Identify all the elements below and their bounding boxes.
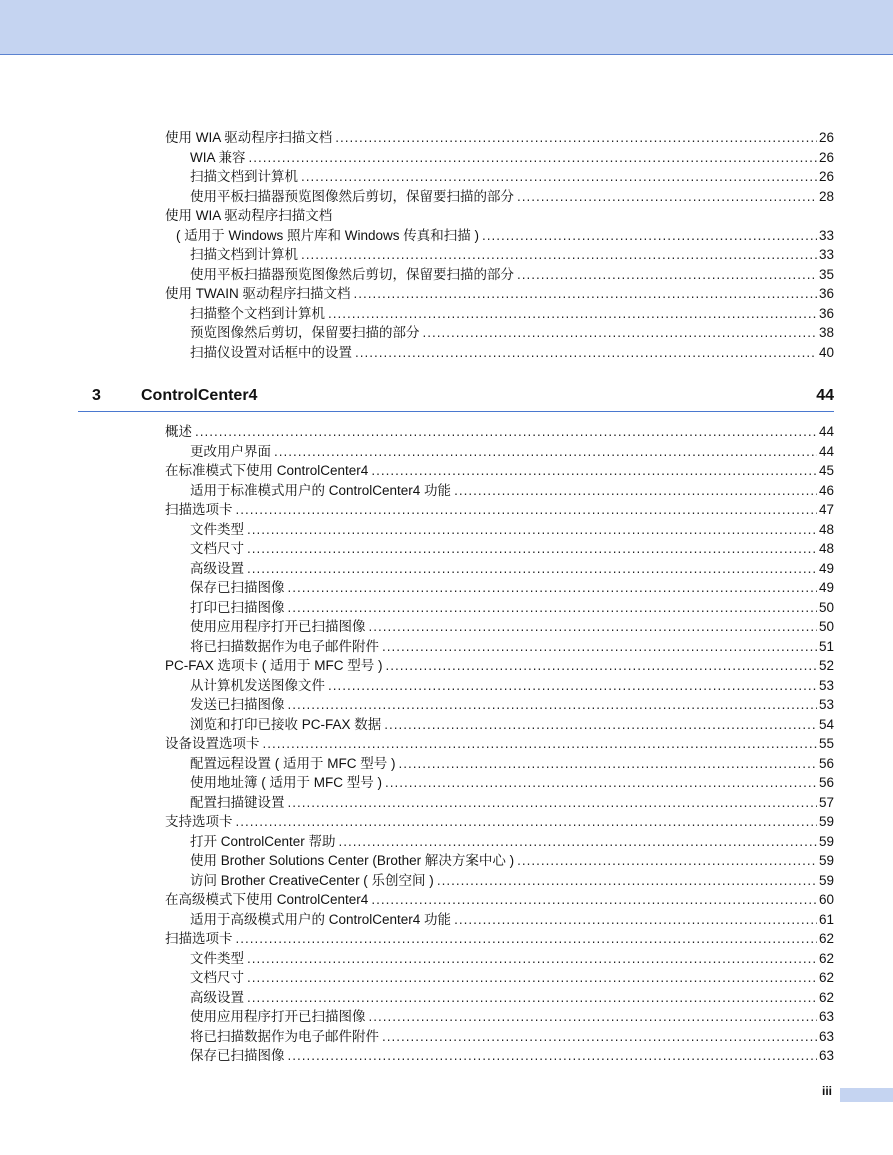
toc-entry-title: 扫描文档到计算机 [190, 169, 298, 184]
toc-entry[interactable] [190, 617, 834, 637]
toc-entry-title: 配置扫描键设置 [190, 794, 285, 810]
toc-entry-page: 51 [818, 638, 834, 654]
footer-tab [840, 1088, 893, 1102]
toc-entry[interactable] [190, 695, 834, 715]
toc-entry[interactable] [165, 206, 834, 226]
toc-entry-page: 40 [818, 344, 834, 360]
toc-entry-title: 扫描仪设置对话框中的设置 [190, 344, 352, 360]
toc-entry[interactable] [190, 578, 834, 598]
toc-entry-page: 62 [818, 931, 834, 946]
toc-leader-dots [382, 1027, 817, 1047]
toc-entry-title: 高级设置 [190, 560, 244, 576]
toc-entry-title: 使用 TWAIN 驱动程序扫描文档 [165, 286, 351, 301]
toc-leader-dots [301, 167, 817, 187]
toc-leader-dots [339, 832, 817, 852]
footer-page-number: iii [822, 1084, 833, 1098]
toc-entry[interactable] [165, 128, 834, 148]
toc-entry-title: 适用于标准模式用户的 ControlCenter4 功能 [190, 482, 452, 498]
toc-leader-dots [328, 676, 817, 696]
toc-leader-dots [371, 890, 817, 910]
toc-entry-title: 文件类型 [190, 521, 244, 537]
toc-entry-title: 将已扫描数据作为电子邮件附件 [190, 638, 379, 654]
toc-entry[interactable] [190, 559, 834, 579]
toc-leader-dots [288, 793, 817, 813]
toc-entry-title: 使用 Brother Solutions Center (Brother 解决方案中心 ) [190, 853, 515, 868]
toc-entry-title: 使用应用程序打开已扫描图像 [190, 619, 366, 634]
toc-leader-dots [288, 598, 817, 618]
toc-entry[interactable] [190, 187, 834, 207]
toc-entry[interactable] [190, 851, 834, 871]
toc-entry-page: 62 [818, 989, 834, 1005]
toc-entry-title: 使用 WIA 驱动程序扫描文档 [165, 130, 333, 145]
toc-entry-page: 33 [818, 247, 834, 262]
toc-entry-title: 配置远程设置 ( 适用于 MFC 型号 ) [190, 755, 396, 771]
toc-leader-dots [288, 695, 817, 715]
toc-entry-page: 53 [818, 677, 834, 693]
chapter-page: 44 [816, 387, 834, 404]
toc-entry[interactable] [190, 773, 834, 793]
toc-entry-page: 46 [818, 482, 834, 498]
toc-leader-dots [247, 988, 817, 1008]
toc-leader-dots [423, 323, 817, 343]
toc-entry-title: 文件类型 [190, 950, 244, 966]
toc-entry-page: 50 [818, 619, 834, 634]
toc-entry[interactable] [190, 148, 834, 168]
toc-leader-dots [354, 284, 817, 304]
toc-leader-dots [236, 812, 817, 832]
toc-leader-dots [247, 520, 817, 540]
toc-entry-page: 52 [818, 658, 834, 673]
toc-entry-title: 扫描整个文档到计算机 [190, 305, 325, 321]
toc-entry-page: 49 [818, 560, 834, 576]
toc-entry-page: 62 [818, 970, 834, 985]
toc-entry[interactable] [165, 422, 834, 442]
toc-entry[interactable] [190, 793, 834, 813]
toc-entry[interactable] [190, 265, 834, 285]
toc-entry-title: WIA 兼容 [190, 149, 246, 165]
chapter-number: 3 [92, 387, 101, 404]
toc-entry[interactable] [165, 734, 834, 754]
toc-entry[interactable] [165, 890, 834, 910]
toc-entry-page: 28 [818, 188, 834, 204]
toc-entry-title: 在高级模式下使用 ControlCenter4 [165, 892, 369, 907]
toc-leader-dots [301, 245, 817, 265]
toc-leader-dots [247, 539, 817, 559]
toc-entry-title: 文档尺寸 [190, 541, 244, 556]
toc-entry-page: 36 [818, 305, 834, 321]
toc-entry-title: 在标准模式下使用 ControlCenter4 [165, 463, 369, 478]
toc-entry[interactable] [165, 500, 834, 520]
toc-leader-dots [236, 929, 817, 949]
toc-entry-title: 更改用户界面 [190, 443, 271, 459]
toc-entry-page: 62 [818, 950, 834, 966]
toc-leader-dots [288, 1046, 817, 1066]
chapter-heading[interactable] [78, 383, 834, 412]
toc-entry[interactable] [190, 539, 834, 559]
toc-leader-dots [247, 949, 817, 969]
toc-entry-page: 48 [818, 521, 834, 537]
toc-leader-dots [249, 148, 817, 168]
toc-entry[interactable] [190, 598, 834, 618]
toc-entry[interactable] [190, 715, 834, 735]
toc-entry-page: 54 [818, 716, 834, 732]
toc-entry[interactable] [190, 520, 834, 540]
toc-entry-page: 59 [818, 833, 834, 849]
toc-entry[interactable] [165, 656, 834, 676]
toc-entry-page: 63 [818, 1048, 834, 1063]
toc-leader-dots [384, 715, 817, 735]
toc-entry[interactable] [190, 1007, 834, 1027]
toc-entry[interactable] [190, 988, 834, 1008]
toc-leader-dots [517, 187, 817, 207]
toc-entry-page: 57 [818, 794, 834, 810]
chapter-title: ControlCenter4 [141, 387, 258, 404]
toc-entry-page: 55 [818, 736, 834, 751]
toc-leader-dots [385, 773, 817, 793]
toc-leader-dots [369, 617, 817, 637]
toc-leader-dots [399, 754, 817, 774]
toc-entry-title: 使用平板扫描器预览图像然后剪切，保留要扫描的部分 [190, 188, 514, 204]
toc-entry[interactable] [190, 323, 834, 343]
toc-entry-title: 使用应用程序打开已扫描图像 [190, 1009, 366, 1024]
toc-entry-title: 访问 Brother CreativeCenter ( 乐创空间 ) [190, 872, 434, 888]
toc-entry-title: 保存已扫描图像 [190, 1048, 285, 1063]
toc-entry-page: 63 [818, 1009, 834, 1024]
toc-entry-page: 45 [818, 463, 834, 478]
toc-entry[interactable] [190, 167, 834, 187]
toc-entry-page: 36 [818, 286, 834, 301]
toc-entry-title: 设备设置选项卡 [165, 736, 260, 751]
toc-entry-page: 60 [818, 892, 834, 907]
toc-entry[interactable] [190, 832, 834, 852]
toc-leader-dots [517, 851, 817, 871]
toc-entry-title: 扫描选项卡 [165, 931, 233, 946]
toc-entry[interactable] [190, 481, 834, 501]
toc-entry[interactable] [165, 284, 834, 304]
toc-entry-page: 50 [818, 599, 834, 615]
toc-entry-title: 打开 ControlCenter 帮助 [190, 833, 336, 849]
toc-entry[interactable] [165, 929, 834, 949]
toc-entry-title: 将已扫描数据作为电子邮件附件 [190, 1028, 379, 1044]
toc-entry-title: 高级设置 [190, 989, 244, 1005]
toc-entry-title: 使用平板扫描器预览图像然后剪切，保留要扫描的部分 [190, 266, 514, 282]
toc-entry[interactable] [190, 1046, 834, 1066]
toc-entry-page: 63 [818, 1028, 834, 1044]
toc-entry[interactable] [190, 637, 834, 657]
toc-entry-page: 44 [818, 424, 834, 439]
toc-entry[interactable] [190, 968, 834, 988]
toc-entry-title: 使用地址簿 ( 适用于 MFC 型号 ) [190, 775, 382, 790]
toc-leader-dots [454, 481, 817, 501]
toc-entry-page: 47 [818, 502, 834, 517]
toc-entry[interactable] [165, 812, 834, 832]
toc-entry-page: 26 [818, 169, 834, 184]
toc-leader-dots [382, 637, 817, 657]
toc-entry-title: 扫描文档到计算机 [190, 247, 298, 262]
toc-leader-dots [263, 734, 817, 754]
toc-leader-dots [247, 968, 817, 988]
toc-leader-dots [371, 461, 817, 481]
toc-entry-title: 保存已扫描图像 [190, 580, 285, 595]
toc-entry-page: 26 [818, 149, 834, 165]
toc-entry[interactable] [190, 304, 834, 324]
toc-entry-page: 59 [818, 814, 834, 829]
toc-entry-page: 49 [818, 580, 834, 595]
header-band [0, 0, 893, 55]
toc-leader-dots [482, 226, 817, 246]
toc-entry-title: 文档尺寸 [190, 970, 244, 985]
toc-leader-dots [274, 442, 817, 462]
toc-leader-dots [386, 656, 817, 676]
toc-entry[interactable] [165, 461, 834, 481]
toc-entry-page: 44 [818, 443, 834, 459]
toc-entry-page: 38 [818, 325, 834, 340]
toc-leader-dots [517, 265, 817, 285]
toc-entry-page: 53 [818, 697, 834, 712]
toc-entry[interactable] [176, 226, 834, 246]
toc-leader-dots [288, 578, 817, 598]
toc-entry[interactable] [190, 871, 834, 891]
toc-entry[interactable] [190, 949, 834, 969]
toc-entry-page: 33 [818, 227, 834, 243]
toc-entry-title: 适用于高级模式用户的 ControlCenter4 功能 [190, 911, 452, 927]
toc-entry[interactable] [190, 1027, 834, 1047]
toc-leader-dots [355, 343, 817, 363]
toc-entry-page: 61 [818, 911, 834, 927]
toc-entry[interactable] [190, 754, 834, 774]
toc-entry-title: 预览图像然后剪切，保留要扫描的部分 [190, 325, 420, 340]
toc-entry-title: 浏览和打印已接收 PC-FAX 数据 [190, 716, 382, 732]
toc-entry-page: 59 [818, 872, 834, 888]
toc-entry-page: 56 [818, 755, 834, 771]
toc-leader-dots [247, 559, 817, 579]
toc-entry-page: 59 [818, 853, 834, 868]
toc-leader-dots [236, 500, 817, 520]
toc-leader-dots [437, 871, 817, 891]
toc-entry-title: 扫描选项卡 [165, 502, 233, 517]
toc-entry-title: 发送已扫描图像 [190, 697, 285, 712]
toc-entry-title: ( 适用于 Windows 照片库和 Windows 传真和扫描 ) [176, 227, 480, 243]
toc-leader-dots [454, 910, 817, 930]
toc-entry-title: 概述 [165, 424, 192, 439]
toc-entry-title: 从计算机发送图像文件 [190, 677, 325, 693]
toc-entry-page: 26 [818, 130, 834, 145]
toc-entry-title: 使用 WIA 驱动程序扫描文档 [165, 208, 333, 223]
toc-leader-dots [335, 128, 817, 148]
toc-entry-page: 48 [818, 541, 834, 556]
toc-entry[interactable] [190, 245, 834, 265]
toc-leader-dots [195, 422, 817, 442]
toc-entry-title: PC-FAX 选项卡 ( 适用于 MFC 型号 ) [165, 658, 383, 673]
toc-entry[interactable] [190, 676, 834, 696]
toc-entry[interactable] [190, 442, 834, 462]
toc-entry[interactable] [190, 910, 834, 930]
toc-entry-page: 35 [818, 266, 834, 282]
toc-entry[interactable] [190, 343, 834, 363]
toc-entry-page: 56 [818, 775, 834, 790]
toc-leader-dots [328, 304, 817, 324]
toc-entry-title: 打印已扫描图像 [190, 599, 285, 615]
toc-entry-title: 支持选项卡 [165, 814, 233, 829]
toc-leader-dots [369, 1007, 817, 1027]
